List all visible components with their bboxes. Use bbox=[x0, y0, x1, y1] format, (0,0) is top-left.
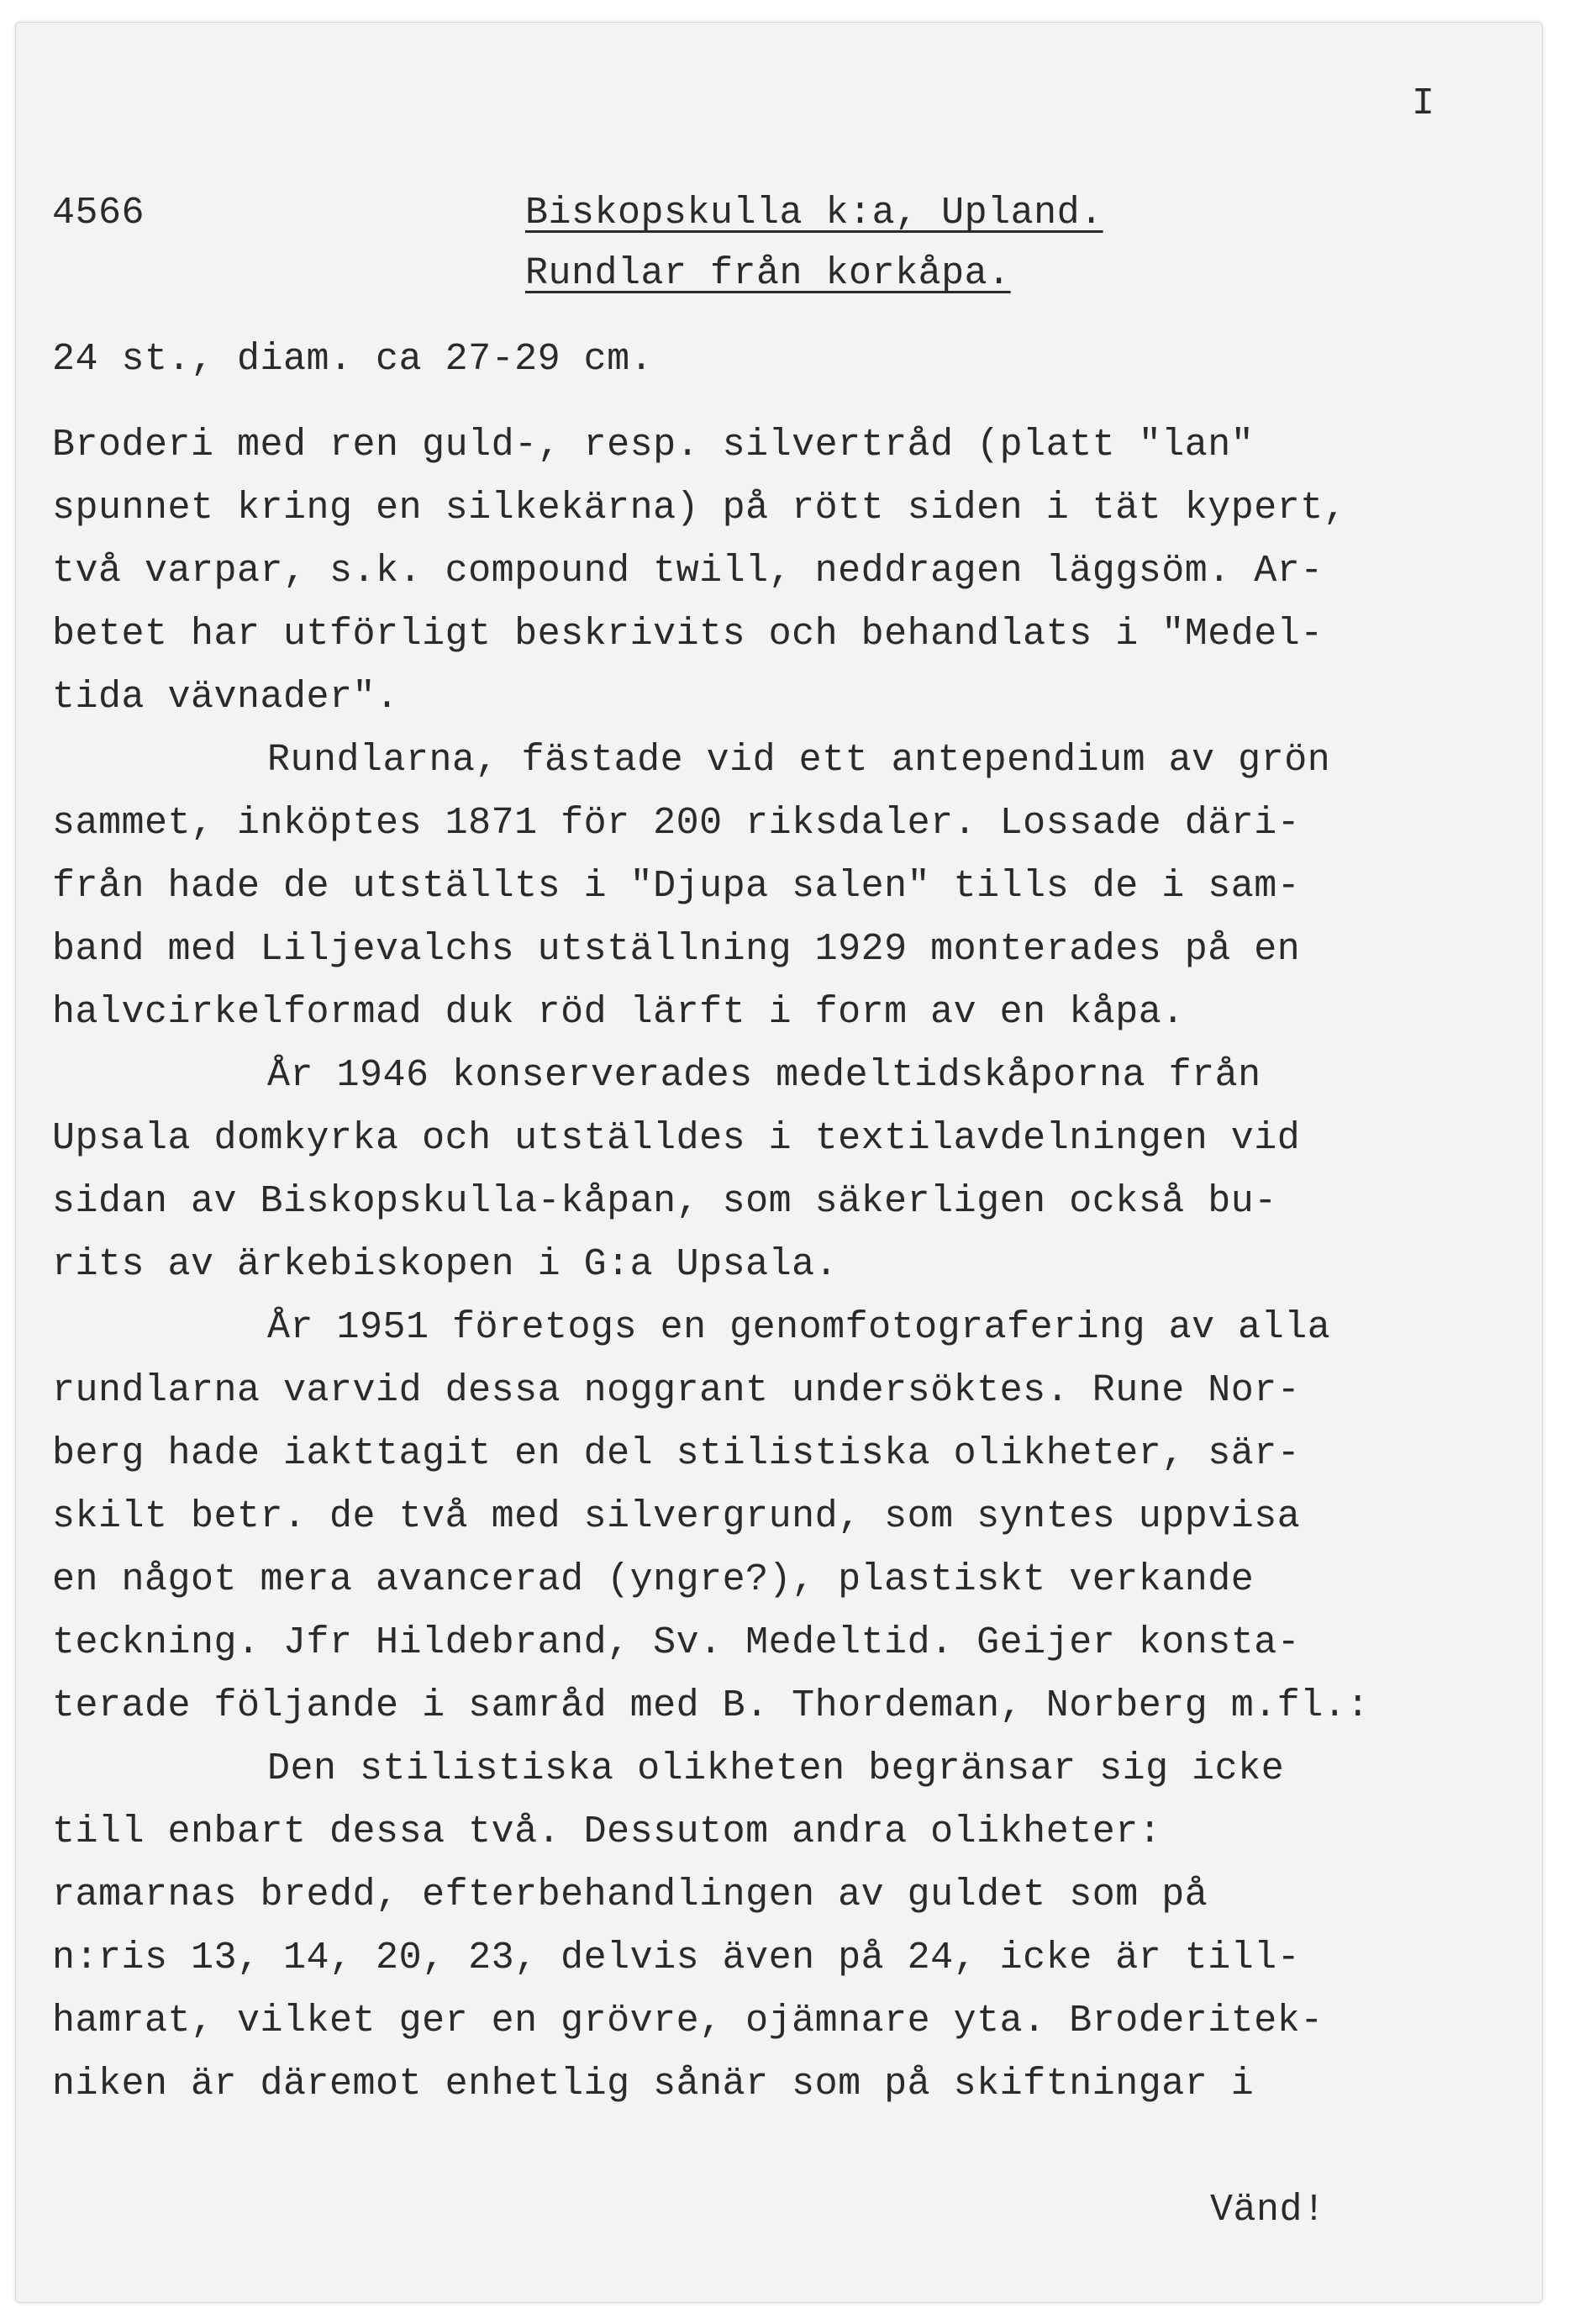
text-line: rundlarna varvid dessa noggrant undersöktes. Rune Nor- bbox=[52, 1369, 1301, 1412]
text-line: Den stilistiska olikheten begränsar sig icke bbox=[267, 1747, 1285, 1790]
text-line: 24 st., diam. ca 27-29 cm. bbox=[52, 338, 654, 381]
text-line: betet har utförligt beskrivits och behandlats i "Medel- bbox=[52, 613, 1324, 656]
text-line: berg hade iakttagit en del stilistiska olikheter, sär- bbox=[52, 1432, 1301, 1475]
text-line: teckning. Jfr Hildebrand, Sv. Medeltid. Geijer konsta- bbox=[52, 1621, 1301, 1664]
text-line: skilt betr. de två med silvergrund, som syntes uppvisa bbox=[52, 1495, 1301, 1538]
text-line: spunnet kring en silkekärna) på rött siden i tät kypert, bbox=[52, 487, 1347, 530]
text-line: sammet, inköptes 1871 för 200 riksdaler. Lossade däri- bbox=[52, 802, 1301, 845]
text-line: sidan av Biskopskulla-kåpan, som säkerligen också bu- bbox=[52, 1180, 1277, 1223]
title-line-1: Biskopskulla k:a, Upland. bbox=[525, 192, 1103, 235]
text-line: rits av ärkebiskopen i G:a Upsala. bbox=[52, 1243, 839, 1286]
text-line: terade följande i samråd med B. Thordeman, Norberg m.fl.: bbox=[52, 1684, 1370, 1727]
text-line: Rundlarna, fästade vid ett antependium av grön bbox=[267, 739, 1331, 782]
footer-note: Vänd! bbox=[1210, 2189, 1326, 2232]
text-line: en något mera avancerad (yngre?), plastiskt verkande bbox=[52, 1558, 1255, 1601]
text-line: hamrat, vilket ger en grövre, ojämnare yta. Broderitek- bbox=[52, 2000, 1324, 2042]
text-line: till enbart dessa två. Dessutom andra olikheter: bbox=[52, 1810, 1162, 1853]
text-line: Broderi med ren guld-, resp. silvertråd (platt "lan" bbox=[52, 424, 1255, 466]
text-line: År 1951 företogs en genomfotografering av alla bbox=[267, 1306, 1331, 1349]
text-line: niken är däremot enhetlig sånär som på skiftningar i bbox=[52, 2063, 1255, 2105]
text-line: från hade de utställts i "Djupa salen" tills de i sam- bbox=[52, 865, 1301, 908]
text-line: tida vävnader". bbox=[52, 676, 399, 719]
text-line: band med Liljevalchs utställning 1929 monterades på en bbox=[52, 928, 1301, 971]
catalog-number: 4566 bbox=[52, 192, 145, 235]
title-line-2: Rundlar från korkåpa. bbox=[525, 252, 1011, 295]
text-line: Upsala domkyrka och utställdes i textilavdelningen vid bbox=[52, 1117, 1301, 1160]
text-line: två varpar, s.k. compound twill, neddragen läggsöm. Ar- bbox=[52, 550, 1324, 593]
text-line: År 1946 konserverades medeltidskåporna från bbox=[267, 1054, 1261, 1097]
page-number: I bbox=[1412, 82, 1435, 125]
text-line: halvcirkelformad duk röd lärft i form av en kåpa. bbox=[52, 991, 1185, 1034]
text-line: ramarnas bredd, efterbehandlingen av guldet som på bbox=[52, 1873, 1208, 1916]
text-line: n:ris 13, 14, 20, 23, delvis även på 24, icke är till- bbox=[52, 1937, 1301, 1979]
